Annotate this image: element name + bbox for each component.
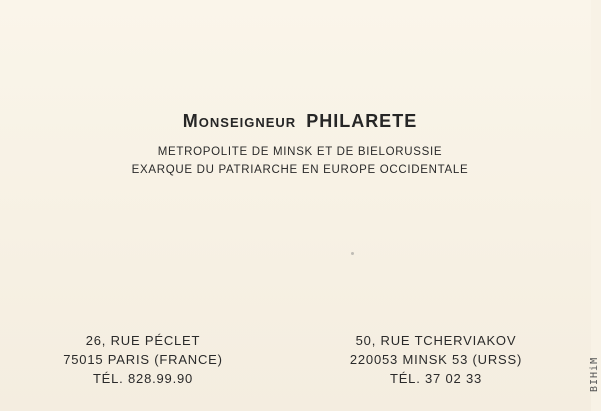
paper-speck — [351, 252, 354, 255]
archive-watermark: BIHiM — [589, 356, 600, 392]
address-paris-street: 26, RUE PÉCLET — [85, 333, 201, 348]
subtitle-line-1: METROPOLITE DE MINSK ET DE BIELORUSSIE — [157, 146, 443, 158]
address-minsk-city: 220053 MINSK 53 (URSS) — [349, 352, 523, 367]
address-minsk-phone: TÉL. 37 02 33 — [389, 371, 483, 386]
address-paris-phone: TÉL. 828.99.90 — [92, 371, 194, 386]
subtitle-line-2: EXARQUE DU PATRIARCHE EN EUROPE OCCIDENTALE — [131, 164, 469, 176]
card-title — [0, 111, 600, 132]
address-paris-city: 75015 PARIS (FRANCE) — [63, 352, 223, 367]
title-name: PHILARETE — [306, 111, 418, 131]
address-minsk — [336, 331, 536, 388]
address-paris — [48, 331, 238, 388]
address-minsk-street: 50, RUE TCHERVIAKOV — [355, 333, 517, 348]
title-prefix: Monseigneur — [182, 111, 297, 131]
